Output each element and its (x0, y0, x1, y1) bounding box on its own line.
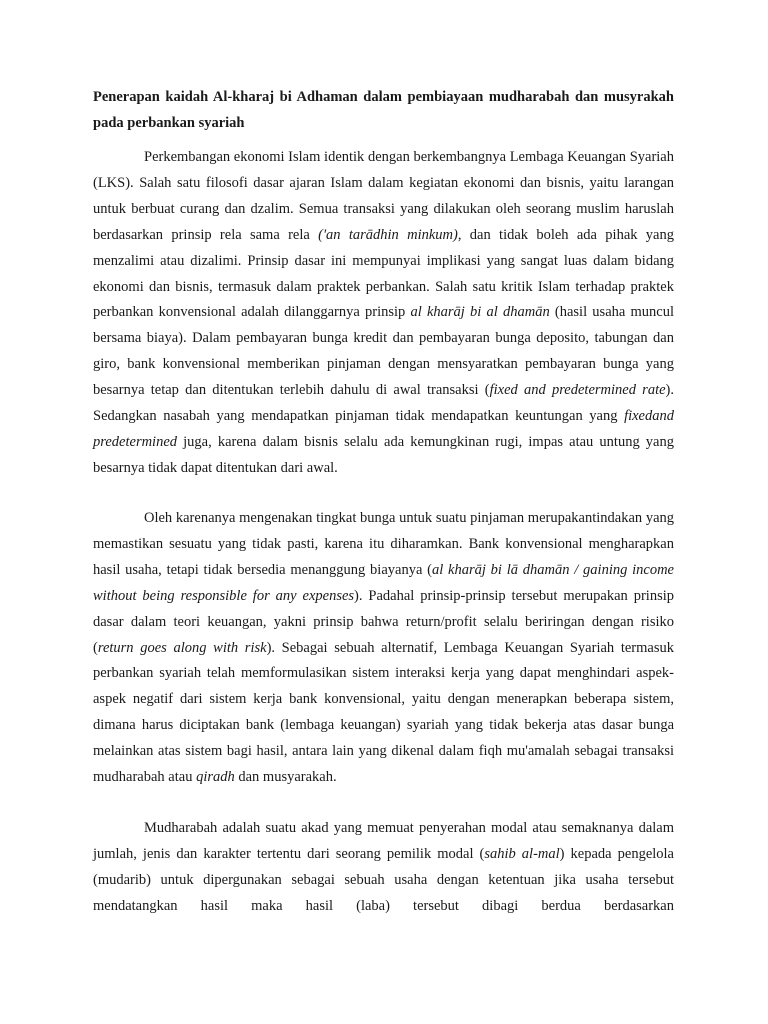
italic-term: fixedand predetermined (93, 408, 674, 450)
paragraph-text: Perkembangan ekonomi Islam identik dengan berkembangnya Lembaga Keuangan Syariah (LKS). Salah satu filosofi dasar ajaran Islam dalam kegiatan ekonomi dan bisnis, yaitu larangan untuk berbuat curang dan dzalim. Semua transaksi yang dilakukan oleh seorang muslim haruslah berdasarkan prinsip rela sama rela (93, 149, 674, 243)
paragraph-text: ). Sebagai sebuah alternatif, Lembaga Keuangan Syariah termasuk perbankan syariah telah memformulasikan sistem interaksi kerja yang dapat menghindari aspek-aspek negatif dari sistem kerja bank konvensional, yaitu dengan menerapkan beberapa sistem, dimana harus diciptakan bank (lembaga keuangan) syariah yang tidak bekerja atas dasar bunga melainkan atas sistem bagi hasil, antara lain yang dikenal dalam fiqh mu'amalah sebagai transaksi mudharabah atau (93, 639, 674, 786)
paragraph-text: ). Padahal prinsip-prinsip tersebut merupakan prinsip dasar dalam teori keuangan, yakni prinsip bahwa return/profit selalu beriringan dengan risiko ( (93, 587, 674, 656)
italic-term: qiradh (196, 769, 235, 786)
body-paragraph (93, 816, 674, 920)
italic-term: return goes along with risk (97, 639, 267, 656)
paragraph-text: ) kepada pengelola (mudarib) untuk dipergunakan sebagai sebuah usaha dengan ketentuan jika usaha tersebut mendatangkan hasil maka hasil (laba) tersebut dibagi berdua berdasarkan (93, 845, 674, 914)
italic-term: fixed and predetermined rate (489, 382, 666, 399)
paragraph-text: (hasil usaha muncul bersama biaya). Dalam pembayaran bunga kredit dan pembayaran bunga deposito, tabungan dan giro, bank konvensional memberikan pinjaman dengan mensyaratkan pembayaran bunga yang besarnya tetap dan ditentukan terlebih dahulu di awal transaksi ( (93, 304, 675, 399)
italic-term: sahib al-mal (484, 845, 560, 862)
italic-term: al kharāj bi al dhamān (410, 304, 550, 321)
paragraph-text: Oleh karenanya mengenakan tingkat bunga untuk suatu pinjaman merupakantindakan yang memastikan sesuatu yang tidak pasti, karena itu diharamkan. Bank konvensional mengharapkan hasil usaha, tetapi tidak bersedia menanggung biayanya ( (93, 510, 674, 578)
italic-term: al kharāj bi lā dhamān / gaining income without being responsible for any expenses (93, 561, 674, 604)
paragraph-text: ). Sedangkan nasabah yang mendapatkan pinjaman tidak mendapatkan keuntungan yang (93, 382, 675, 425)
paragraph-text: , dan tidak boleh ada pihak yang menzalimi atau dizalimi. Prinsip dasar ini mempunyai implikasi yang sangat luas dalam bidang ekonomi dan bisnis, termasuk dalam praktek perbankan. Salah satu kritik Islam terhadap praktek perbankan konvensional adalah dilanggarnya prinsip (93, 226, 674, 321)
paragraph-text: dan musyarakah. (234, 769, 337, 786)
paragraph-text: juga, karena dalam bisnis selalu ada kemungkinan rugi, impas atau untung yang besarnya tidak dapat ditentukan dari awal. (93, 433, 674, 476)
body-paragraph (93, 506, 674, 791)
paragraph-text: Mudharabah adalah suatu akad yang memuat penyerahan modal atau semaknanya dalam jumlah, jenis dan karakter tertentu dari seorang pemilik modal ( (93, 820, 674, 862)
italic-term: ('an tarādhin minkum) (318, 226, 458, 243)
document-title: Penerapan kaidah Al-kharaj bi Adhaman dalam pembiayaan mudharabah dan musyrakah pada perbankan syariah (93, 89, 674, 131)
body-paragraph (93, 145, 674, 482)
